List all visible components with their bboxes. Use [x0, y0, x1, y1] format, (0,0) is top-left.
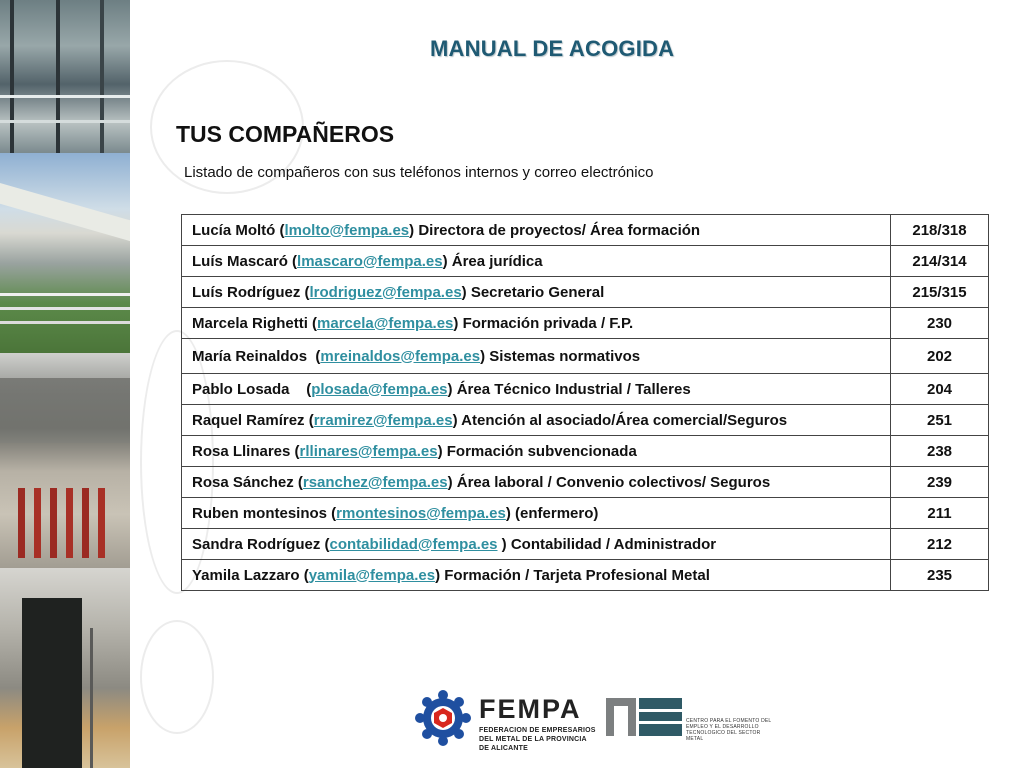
staff-info-cell: [182, 246, 891, 277]
table-row: [182, 498, 989, 529]
training-center-text: CENTRO PARA EL FOMENTO DEL EMPLEO Y EL DESARROLLO TECNOLOGICO DEL SECTOR METAL: [686, 718, 772, 742]
staff-email-link[interactable]: rmontesinos@fempa.es: [336, 504, 506, 522]
table-row: [182, 308, 989, 339]
staff-name: Pablo Losada (: [192, 380, 312, 398]
staff-name: Rosa Sánchez (: [192, 473, 303, 491]
staff-email-link[interactable]: rllinares@fempa.es: [299, 442, 438, 460]
photo-strip: [0, 0, 130, 768]
table-row: [182, 436, 989, 467]
training-center-logo-icon: [606, 698, 682, 736]
interior-photo: [0, 568, 130, 768]
staff-info-cell: [182, 374, 891, 405]
staff-email-link[interactable]: plosada@fempa.es: [311, 380, 448, 398]
staff-name: Yamila Lazzaro (: [192, 566, 309, 584]
staff-info-cell: [182, 529, 891, 560]
staff-directory-table: [181, 214, 989, 591]
table-row: [182, 560, 989, 591]
table-row: [182, 215, 989, 246]
staff-role: ) Sistemas normativos: [480, 347, 641, 365]
staff-name: Sandra Rodríguez (: [192, 535, 330, 553]
table-row: [182, 339, 989, 374]
staff-role: ) Área jurídica: [442, 252, 543, 270]
table-row: [182, 374, 989, 405]
staff-info-cell: [182, 498, 891, 529]
staff-extension: 235: [891, 560, 989, 591]
staff-info-cell: [182, 560, 891, 591]
staff-email-link[interactable]: lmascaro@fempa.es: [297, 252, 443, 270]
staff-extension: 211: [891, 498, 989, 529]
staff-name: Rosa Llinares (: [192, 442, 300, 460]
section-subtitle: Listado de compañeros con sus teléfonos internos y correo electrónico: [184, 164, 654, 181]
staff-role: ) Atención al asociado/Área comercial/Seguros: [452, 411, 788, 429]
staff-email-link[interactable]: contabilidad@fempa.es: [329, 535, 498, 553]
staff-name: Lucía Moltó (: [192, 221, 285, 239]
staff-extension: 238: [891, 436, 989, 467]
staff-role: ) Contabilidad / Administrador: [497, 535, 717, 553]
fempa-logo-subtitle: FEDERACION DE EMPRESARIOS DEL METAL DE LA PROVINCIA DE ALICANTE: [479, 727, 596, 752]
staff-extension: 204: [891, 374, 989, 405]
staff-name: María Reinaldos (: [192, 347, 321, 365]
staff-info-cell: [182, 405, 891, 436]
staff-role: ) Área Técnico Industrial / Talleres: [447, 380, 691, 398]
staff-role: ) Área laboral / Convenio colectivos/ Seguros: [447, 473, 771, 491]
table-row: [182, 529, 989, 560]
staff-email-link[interactable]: rramirez@fempa.es: [313, 411, 453, 429]
staff-info-cell: [182, 436, 891, 467]
staff-info-cell: [182, 308, 891, 339]
staff-name: Luís Rodríguez (: [192, 283, 310, 301]
staff-name: Ruben montesinos (: [192, 504, 337, 522]
staff-info-cell: [182, 277, 891, 308]
staff-name: Marcela Righetti (: [192, 314, 318, 332]
staff-extension: 212: [891, 529, 989, 560]
table-row: [182, 246, 989, 277]
staff-name: Luís Mascaró (: [192, 252, 298, 270]
staff-role: ) Formación / Tarjeta Profesional Metal: [435, 566, 710, 584]
staff-email-link[interactable]: rsanchez@fempa.es: [302, 473, 448, 491]
staff-extension: 251: [891, 405, 989, 436]
staff-email-link[interactable]: lrodriguez@fempa.es: [309, 283, 462, 301]
staff-info-cell: [182, 467, 891, 498]
staff-extension: 214/314: [891, 246, 989, 277]
workshop-photo: [0, 353, 130, 568]
staff-email-link[interactable]: yamila@fempa.es: [308, 566, 436, 584]
building-photo-glass: [0, 0, 130, 153]
footer-logos: [415, 690, 785, 752]
staff-role: ) (enfermero): [505, 504, 599, 522]
staff-email-link[interactable]: lmolto@fempa.es: [284, 221, 410, 239]
decorative-swirl: [140, 620, 214, 734]
staff-role: ) Directora de proyectos/ Área formación: [409, 221, 701, 239]
staff-role: ) Formación subvencionada: [437, 442, 637, 460]
staff-email-link[interactable]: marcela@fempa.es: [317, 314, 454, 332]
table-row: [182, 277, 989, 308]
staff-name: Raquel Ramírez (: [192, 411, 314, 429]
building-photo-exterior: [0, 153, 130, 353]
section-heading: TUS COMPAÑEROS: [176, 121, 395, 147]
staff-info-cell: [182, 339, 891, 374]
page-title: MANUAL DE ACOGIDA: [430, 36, 675, 61]
table-row: [182, 467, 989, 498]
table-row: [182, 405, 989, 436]
staff-extension: 218/318: [891, 215, 989, 246]
staff-role: ) Secretario General: [461, 283, 605, 301]
staff-extension: 230: [891, 308, 989, 339]
staff-extension: 202: [891, 339, 989, 374]
staff-extension: 215/315: [891, 277, 989, 308]
fempa-gear-logo-icon: [415, 690, 471, 746]
staff-extension: 239: [891, 467, 989, 498]
fempa-logo-name: FEMPA: [479, 694, 582, 724]
staff-role: ) Formación privada / F.P.: [453, 314, 634, 332]
staff-info-cell: [182, 215, 891, 246]
staff-email-link[interactable]: mreinaldos@fempa.es: [320, 347, 481, 365]
